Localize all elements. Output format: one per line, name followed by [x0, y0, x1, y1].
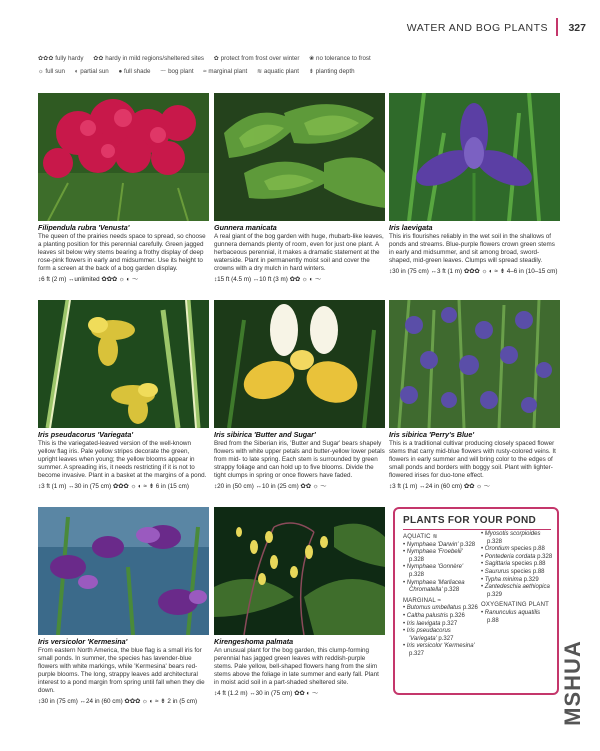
- photo-iris-butter-sugar: [214, 300, 385, 428]
- entry-description: This is a traditional cultivar producing closely spaced flower stems that carry mid-blue flowers with rusty-colored veins. It flowers in early summer and will bring color to the edges of small ponds and borders with boggy soil. Plant with lighter-flowered irises for duo-tone effect.: [389, 440, 556, 479]
- box-plant-name: Ranunculus aquatilis: [484, 609, 541, 616]
- box-plant-name: Butomus umbellatus: [406, 605, 462, 612]
- box-plant-name: Nymphaea 'Darwin': [406, 541, 459, 548]
- entry-meta: ↕30 in (75 cm) ↔3 ft (1 m) ✿✿✿ ☼ ◐ ≈ ⇟ 4–6 in (10–15 cm): [389, 268, 558, 275]
- entry-description: This is the variegated-leaved version of the well-known yellow flag iris. Pale yellow stripes decorate the green, upright leaves when young; the yellow blooms appear in summer. A spreading iris, it needs restricting if it is not to become invasive. Plant in a basket at the margins of a pond.: [38, 440, 207, 479]
- entry-iris-versicolor: [38, 638, 209, 706]
- entry-meta: ↕30 in (75 cm) ↔24 in (60 cm) ✿✿✿ ☼ ◐ ≈ ⇟ 2 in (5 cm): [38, 698, 198, 705]
- box-plant-item: • Pontederia cordata p.328: [481, 553, 553, 560]
- key-protect-frost: ✿ protect from frost over winter: [213, 55, 300, 62]
- entry-filipendula: [38, 224, 209, 284]
- box-title: PLANTS FOR YOUR POND: [403, 515, 537, 526]
- box-plant-name: Orontium: [484, 546, 510, 553]
- box-group-heading: MARGINAL ≈: [403, 597, 442, 604]
- box-plant-item: • Typha minima p.329: [481, 576, 539, 583]
- photo-kirengeshoma: [214, 507, 385, 635]
- box-plant-name: Sagittaria: [484, 561, 511, 568]
- box-plant-item: • Myosotis scorpioides p.328: [481, 531, 541, 545]
- entry-meta: ↕3 ft (1 m) ↔24 in (60 cm) ✿✿ ☼ 〜: [389, 483, 490, 490]
- entry-gunnera: [214, 224, 385, 284]
- box-plant-item: • Ranunculus aquatilis p.88: [481, 609, 541, 624]
- photo-iris-pseudacorus: [38, 300, 209, 428]
- key-bog-plant: 〜 bog plant: [160, 68, 194, 75]
- page-header: [0, 0, 600, 40]
- box-plant-name: Iris pseudacorus 'Variegata': [406, 628, 451, 642]
- box-plant-name: Iris versicolor 'Kermesina': [406, 643, 475, 650]
- entry-description: Bred from the Siberian iris, 'Butter and Sugar' bears shapely flowers with white upper petals and butter-yellow lower petals from mid- to late spring. Each stem is surrounded by green strappy foliage and can hold up to five blooms. Divide the tight clumps in spring or once flowers have faded.: [214, 440, 385, 479]
- box-plant-name: Pontederia cordata: [484, 553, 536, 560]
- watermark-text: MSHUA: [559, 640, 585, 726]
- box-plant-item: • Caltha palustris p.326: [403, 612, 465, 619]
- entry-description: An unusual plant for the bog garden, this clump-forming perennial has jagged green leaves with reddish-purple stems. Pale yellow, bell-shaped flowers hang from the slim stems above the foliage in late summer and early fall. Plant in moist acid soil in a part-shaded sheltered site.: [214, 647, 379, 686]
- photo-iris-perrys-blue: [389, 300, 560, 428]
- box-group-heading: OXYGENATING PLANT: [481, 602, 549, 609]
- key-marginal-plant: ≈ marginal plant: [203, 68, 248, 75]
- box-plant-name: Typha minima: [484, 576, 523, 583]
- box-plant-name: Nymphaea 'Marliacea Chromatella': [406, 579, 465, 594]
- box-column-left: [403, 531, 479, 659]
- entry-title: Kirengeshoma palmata: [214, 637, 294, 646]
- key-partial-sun: ◐ partial sun: [74, 68, 109, 75]
- box-plant-name: Nymphaea 'Gonnère': [406, 564, 464, 571]
- watermark: [560, 620, 600, 740]
- entry-iris-perrys-blue: [389, 431, 560, 491]
- entry-title: Iris sibirica 'Perry's Blue': [389, 430, 475, 439]
- symbol-key: [38, 52, 558, 78]
- box-plant-name: Myosotis scorpioides: [484, 531, 541, 537]
- plants-for-your-pond-box: [393, 507, 559, 695]
- key-no-frost: ❀ no tolerance to frost: [309, 55, 371, 62]
- key-planting-depth: ⇟ planting depth: [308, 68, 355, 75]
- entry-title: Iris pseudacorus 'Variegata': [38, 430, 134, 439]
- entry-title: Gunnera manicata: [214, 223, 277, 232]
- box-plant-name: Saururus: [484, 568, 510, 575]
- photo-gunnera: [214, 93, 385, 221]
- box-divider: [403, 529, 551, 530]
- box-plant-item: • Nymphaea 'Marliacea Chromatella' p.328: [403, 579, 465, 594]
- entry-description: The queen of the prairies needs space to spread, so choose a planting position for this perennial carefully. Green jagged leaves sit below wiry stems bearing a frothy display of deep rose-pink flowers in early and midsummer. Use its height to form a screen at the back of a bog garden display.: [38, 233, 206, 272]
- entry-iris-laevigata: [389, 224, 560, 276]
- box-plant-item: • Zantedeschia aethiopica p.329: [481, 584, 550, 598]
- entry-description: A real giant of the bog garden with huge, rhubarb-like leaves, gunnera demands plenty of room, even for just one plant. A herbaceous perennial, it makes a dramatic statement at the waterside. Plant in permanently moist soil and cover the crowns with a dry mulch in hard winters.: [214, 233, 384, 272]
- page-number: 327: [568, 22, 586, 34]
- box-column-right: [481, 531, 553, 625]
- entry-title: Iris versicolor 'Kermesina': [38, 637, 128, 646]
- photo-iris-versicolor: [38, 507, 209, 635]
- box-plant-item: • Saururus species p.88: [481, 568, 545, 575]
- box-plant-item: • Iris pseudacorus 'Variegata' p.327: [403, 628, 454, 642]
- entry-meta: ↕6 ft (2 m) ↔unlimited ✿✿✿ ☼ ◐ 〜: [38, 276, 139, 283]
- box-plant-name: Iris laevigata: [406, 620, 441, 627]
- box-group-heading: AQUATIC ≋: [403, 534, 438, 540]
- key-aquatic-plant: ≋ aquatic plant: [257, 68, 299, 75]
- box-plant-item: • Butomus umbellatus p.326: [403, 605, 478, 612]
- entry-meta: ↕15 ft (4.5 m) ↔10 ft (3 m) ✿✿ ☼ ◐ 〜: [214, 276, 322, 283]
- entry-description: From eastern North America, the blue flag is a small iris for small ponds. In summer, the species has lavender-blue flowers with white markings, while 'Kermesina' bears red-purple blooms. The long, strappy leaves add architectural interest to a pond margin from spring until fall when they die down.: [38, 647, 205, 694]
- header-divider: [556, 18, 558, 36]
- entry-iris-butter-sugar: [214, 431, 385, 491]
- entry-title: Iris laevigata: [389, 223, 433, 232]
- entry-title: Iris sibirica 'Butter and Sugar': [214, 430, 316, 439]
- key-hardy-mild: ✿✿ hardy in mild regions/sheltered sites: [93, 55, 205, 62]
- box-plant-name: Zantedeschia aethiopica: [484, 584, 550, 591]
- entry-iris-pseudacorus: [38, 431, 209, 491]
- entry-meta: ↕3 ft (1 m) ↔30 in (75 cm) ✿✿✿ ☼ ◐ ≈ ⇟ 6 in (15 cm): [38, 483, 190, 490]
- box-plant-name: Caltha palustris: [406, 612, 449, 619]
- key-full-sun: ☼ full sun: [38, 68, 65, 75]
- box-plant-name: Nymphaea 'Froebelii': [406, 549, 463, 556]
- entry-meta: ↕20 in (50 cm) ↔10 in (25 cm) ✿✿ ☼ 〜: [214, 483, 327, 490]
- running-head: WATER AND BOG PLANTS: [406, 22, 548, 34]
- box-plant-item: • Nymphaea 'Darwin' p.328: [403, 541, 476, 548]
- box-plant-item: • Nymphaea 'Gonnère' p.328: [403, 564, 464, 578]
- entry-description: This iris flourishes reliably in the wet soil in the shallows of ponds and streams. Blue-purple flowers crown green stems in early and midsummer, and sit among broad, sword-shaped, mid-green leaves. Clumps will spread steadily.: [389, 233, 555, 264]
- entry-meta: ↕4 ft (1.2 m) ↔30 in (75 cm) ✿✿ ◐ 〜: [214, 690, 319, 697]
- photo-iris-laevigata: [389, 93, 560, 221]
- box-plant-item: • Nymphaea 'Froebelii' p.328: [403, 549, 463, 563]
- entry-kirengeshoma: [214, 638, 385, 698]
- box-plant-item: • Iris versicolor 'Kermesina' p.327: [403, 643, 475, 657]
- key-full-shade: ● full shade: [118, 68, 151, 75]
- box-plant-item: • Iris laevigata p.327: [403, 620, 458, 627]
- box-plant-item: • Orontium species p.88: [481, 546, 545, 553]
- box-plant-item: • Sagittaria species p.88: [481, 561, 546, 568]
- key-fully-hardy: ✿✿✿ fully hardy: [38, 55, 84, 62]
- photo-filipendula: [38, 93, 209, 221]
- entry-title: Filipendula rubra 'Venusta': [38, 223, 130, 232]
